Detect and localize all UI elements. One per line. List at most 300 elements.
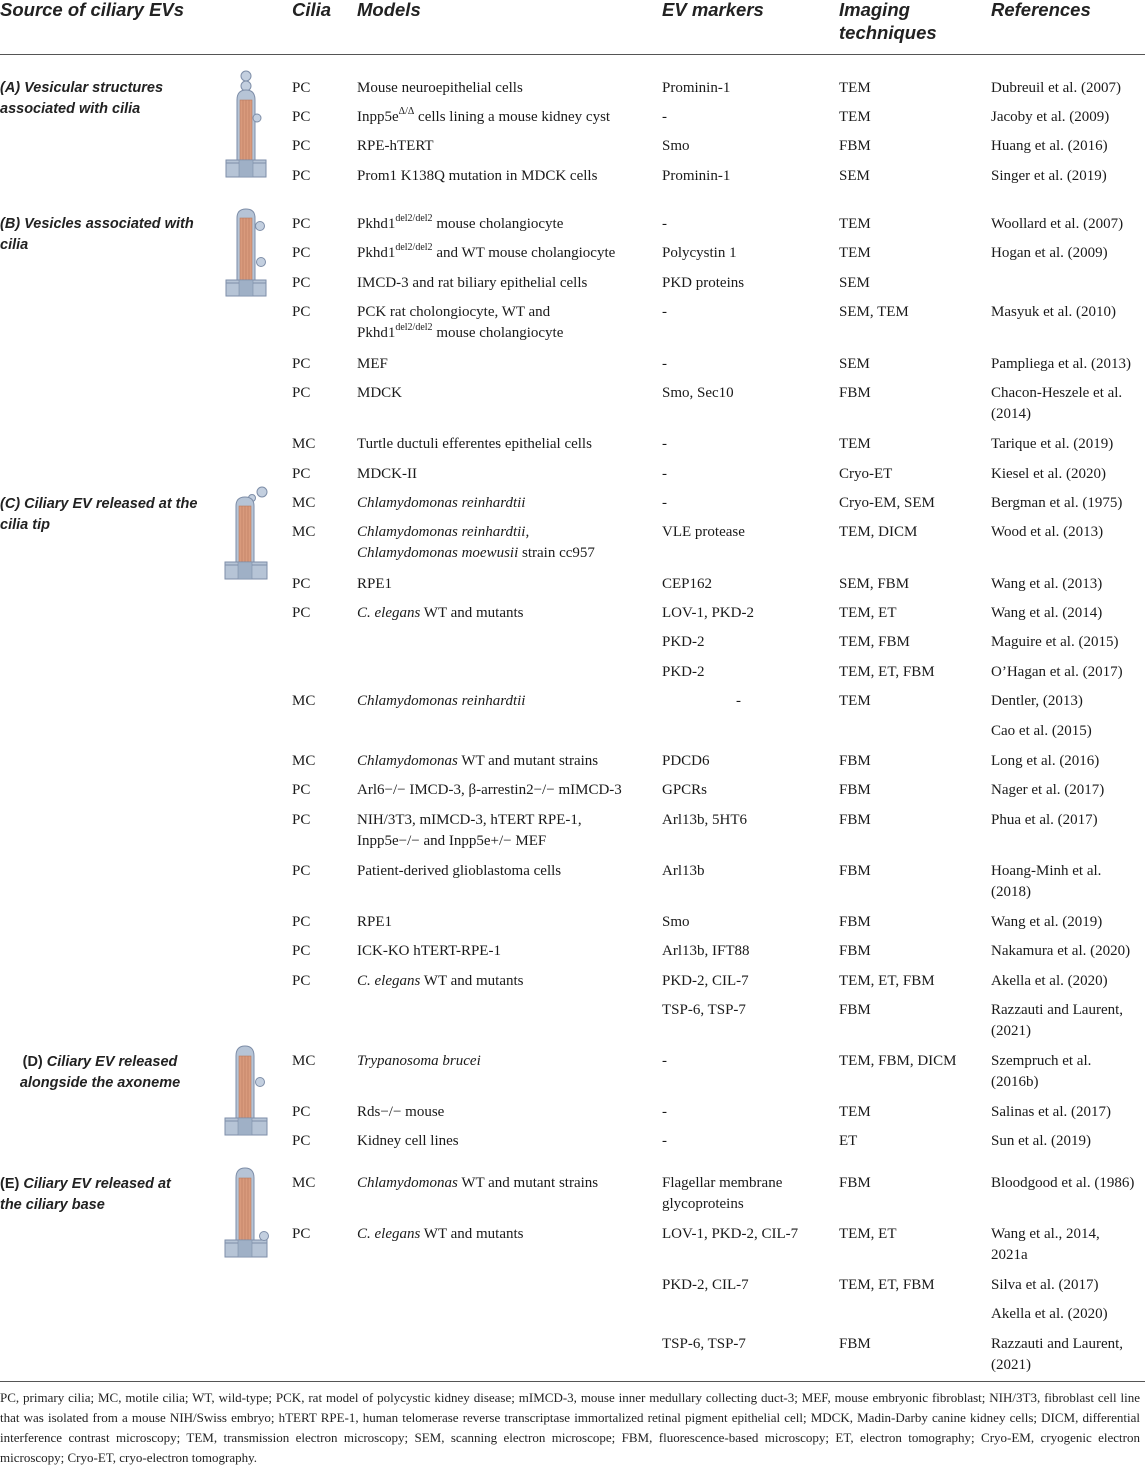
cilia-cell bbox=[292, 302, 310, 323]
footer-rule bbox=[0, 1381, 1145, 1382]
marker-value: Polycystin 1 bbox=[662, 245, 737, 261]
model-text: RPE-hTERT bbox=[357, 138, 434, 154]
reference-value: Razzauti and Laurent, bbox=[991, 1002, 1124, 1018]
reference-value: Bloodgood et al. (1986) bbox=[991, 1175, 1135, 1191]
marker-cell bbox=[662, 302, 667, 323]
marker-value: Smo bbox=[662, 914, 690, 930]
marker-cell bbox=[662, 1051, 667, 1072]
model-cell bbox=[357, 136, 434, 157]
cilia-value: PC bbox=[292, 782, 311, 798]
imaging-value: TEM bbox=[839, 80, 871, 96]
imaging-value: FBM bbox=[839, 753, 871, 769]
marker-value: PKD proteins bbox=[662, 275, 745, 291]
imaging-value: SEM bbox=[839, 356, 870, 372]
marker-value: PKD-2 bbox=[662, 634, 705, 650]
model-cell bbox=[357, 78, 523, 99]
imaging-cell bbox=[839, 464, 892, 485]
reference-value: Kiesel et al. (2020) bbox=[991, 466, 1106, 482]
imaging-value: SEM, FBM bbox=[839, 576, 910, 592]
cilia-value: PC bbox=[292, 1104, 311, 1120]
model-text: NIH/3T3, mIMCD-3, hTERT RPE-1, bbox=[357, 812, 582, 828]
model-cell bbox=[357, 493, 525, 514]
marker-cell bbox=[662, 1334, 746, 1355]
reference-value: Jacoby et al. (2009) bbox=[991, 109, 1110, 125]
cilia-value: PC bbox=[292, 275, 311, 291]
marker-value: - bbox=[662, 356, 667, 372]
reference-value: Sun et al. (2019) bbox=[991, 1133, 1091, 1149]
cilia-value: MC bbox=[292, 524, 316, 540]
reference-cell bbox=[991, 721, 1092, 742]
model-text: Chlamydomonas reinhardtii, bbox=[357, 524, 530, 540]
cilia-cell bbox=[292, 522, 315, 543]
model-cell bbox=[357, 464, 417, 485]
reference-cell bbox=[991, 243, 1108, 264]
model-text: strain cc957 bbox=[518, 545, 595, 561]
cilia-value: PC bbox=[292, 973, 311, 989]
cilium-base-ev-icon bbox=[224, 1164, 272, 1260]
cilia-value: MC bbox=[292, 753, 316, 769]
header-cilia: Cilia bbox=[292, 0, 332, 20]
cilia-value: PC bbox=[292, 943, 311, 959]
cilia-value: PC bbox=[292, 812, 311, 828]
reference-value: Cao et al. (2015) bbox=[991, 723, 1092, 739]
marker-value: - bbox=[662, 1053, 667, 1069]
imaging-value: TEM, FBM, DICM bbox=[839, 1053, 957, 1069]
marker-cell bbox=[662, 751, 710, 772]
reference-cell bbox=[991, 1304, 1108, 1325]
imaging-cell bbox=[839, 302, 909, 323]
imaging-cell bbox=[839, 166, 870, 187]
marker-cell bbox=[662, 912, 690, 933]
reference-cell bbox=[991, 166, 1107, 187]
model-cell bbox=[357, 941, 501, 962]
cilia-value: PC bbox=[292, 466, 311, 482]
cilia-cell bbox=[292, 691, 315, 712]
model-cell bbox=[357, 780, 622, 801]
imaging-value: TEM, ET bbox=[839, 1226, 897, 1242]
model-text: MDCK bbox=[357, 385, 403, 401]
cilium-tip-ev-icon bbox=[224, 486, 272, 582]
reference-value: Bergman et al. (1975) bbox=[991, 495, 1123, 511]
imaging-value: TEM, ET, FBM bbox=[839, 1277, 935, 1293]
model-cell bbox=[357, 1102, 444, 1123]
imaging-value: ET bbox=[839, 1133, 858, 1149]
reference-value: Hoang-Minh et al. bbox=[991, 863, 1102, 879]
cilia-cell bbox=[292, 243, 310, 264]
model-text: PCK rat cholongiocyte, WT and bbox=[357, 304, 551, 320]
marker-cell bbox=[662, 136, 690, 157]
imaging-cell bbox=[839, 861, 871, 882]
reference-cell bbox=[991, 434, 1113, 455]
imaging-cell bbox=[839, 603, 897, 624]
model-text: mouse cholangiocyte bbox=[432, 325, 564, 341]
marker-value: Flagellar membrane bbox=[662, 1175, 783, 1191]
cilia-value: PC bbox=[292, 1226, 311, 1242]
marker-cell bbox=[662, 1224, 798, 1245]
cilia-value: PC bbox=[292, 245, 311, 261]
marker-cell bbox=[662, 214, 667, 235]
model-superscript: del2/del2 bbox=[395, 322, 433, 333]
model-cell bbox=[357, 971, 524, 992]
cilium-vesicles-icon bbox=[224, 206, 270, 298]
imaging-value: FBM bbox=[839, 385, 871, 401]
model-text: Trypanosoma brucei bbox=[357, 1053, 481, 1069]
imaging-cell bbox=[839, 78, 871, 99]
marker-cell bbox=[662, 632, 705, 653]
marker-value: - bbox=[662, 109, 667, 125]
marker-cell bbox=[662, 861, 705, 882]
imaging-cell bbox=[839, 522, 917, 543]
model-cell bbox=[357, 1131, 459, 1152]
marker-value: - bbox=[662, 466, 667, 482]
reference-cell bbox=[991, 662, 1123, 683]
model-cell bbox=[357, 1173, 598, 1194]
reference-cell bbox=[991, 632, 1118, 653]
marker-value: - bbox=[662, 1133, 667, 1149]
reference-value: Chacon-Heszele et al. bbox=[991, 385, 1123, 401]
cilium-axoneme-ev-icon bbox=[224, 1042, 272, 1138]
imaging-value: SEM bbox=[839, 275, 870, 291]
imaging-cell bbox=[839, 751, 871, 772]
marker-value: PDCD6 bbox=[662, 753, 710, 769]
model-cell bbox=[357, 751, 598, 772]
reference-cell bbox=[991, 691, 1083, 712]
section-label-a: (A) Vesicular structures associated with cilia bbox=[0, 80, 164, 117]
reference-value: Razzauti and Laurent, bbox=[991, 1336, 1124, 1352]
marker-cell bbox=[662, 243, 737, 264]
model-cell bbox=[357, 166, 597, 187]
reference-value: Maguire et al. (2015) bbox=[991, 634, 1119, 650]
model-text: WT and mutants bbox=[420, 1226, 524, 1242]
imaging-cell bbox=[839, 810, 871, 831]
cilia-value: PC bbox=[292, 109, 311, 125]
model-text: WT and mutant strains bbox=[457, 753, 599, 769]
reference-value: Long et al. (2016) bbox=[991, 753, 1100, 769]
marker-cell bbox=[662, 1275, 749, 1296]
marker-cell bbox=[662, 941, 750, 962]
imaging-value: TEM bbox=[839, 216, 871, 232]
imaging-cell bbox=[839, 136, 871, 157]
imaging-value: FBM bbox=[839, 812, 871, 828]
marker-value: - bbox=[662, 436, 667, 452]
imaging-value: Cryo-EM, SEM bbox=[839, 495, 935, 511]
marker-value: LOV-1, PKD-2, CIL-7 bbox=[662, 1226, 799, 1242]
model-cell bbox=[357, 691, 525, 712]
imaging-cell bbox=[839, 971, 935, 992]
reference-cell bbox=[991, 1131, 1091, 1152]
model-cell bbox=[357, 574, 392, 595]
header-source: Source of ciliary EVs bbox=[0, 0, 185, 20]
reference-cell bbox=[991, 1102, 1111, 1123]
imaging-cell bbox=[839, 1173, 871, 1194]
model-text: IMCD-3 and rat biliary epithelial cells bbox=[357, 275, 588, 291]
reference-cell bbox=[991, 1000, 1123, 1042]
model-text: cells lining a mouse kidney cyst bbox=[414, 109, 611, 125]
marker-value: Prominin-1 bbox=[662, 80, 731, 96]
marker-cell bbox=[662, 662, 705, 683]
model-text: ICK-KO hTERT-RPE-1 bbox=[357, 943, 501, 959]
marker-value: CEP162 bbox=[662, 576, 713, 592]
marker-value: PKD-2, CIL-7 bbox=[662, 1277, 749, 1293]
imaging-cell bbox=[839, 214, 871, 235]
reference-cell bbox=[991, 971, 1108, 992]
marker-cell bbox=[662, 166, 730, 187]
reference-cell bbox=[991, 464, 1106, 485]
reference-value: Tarique et al. (2019) bbox=[991, 436, 1114, 452]
cilia-cell bbox=[292, 383, 310, 404]
model-text: Patient-derived glioblastoma cells bbox=[357, 863, 562, 879]
marker-value: Smo, Sec10 bbox=[662, 385, 734, 401]
imaging-cell bbox=[839, 574, 909, 595]
reference-value: Phua et al. (2017) bbox=[991, 812, 1098, 828]
model-species: C. elegans bbox=[357, 1226, 421, 1242]
marker-cell bbox=[662, 107, 667, 128]
reference-value: (2018) bbox=[991, 884, 1031, 900]
cilia-value: PC bbox=[292, 138, 311, 154]
reference-cell bbox=[991, 810, 1098, 831]
imaging-cell bbox=[839, 434, 871, 455]
marker-cell bbox=[662, 1102, 667, 1123]
reference-cell bbox=[991, 603, 1102, 624]
model-species: Chlamydomonas bbox=[357, 1175, 458, 1191]
cilia-cell bbox=[292, 434, 315, 455]
reference-value: Dentler, (2013) bbox=[991, 693, 1083, 709]
cilia-value: PC bbox=[292, 216, 311, 232]
cilia-cell bbox=[292, 603, 310, 624]
cilia-cell bbox=[292, 912, 310, 933]
model-text: MDCK-II bbox=[357, 466, 417, 482]
imaging-cell bbox=[839, 1102, 871, 1123]
reference-value: 2021a bbox=[991, 1247, 1028, 1263]
model-cell bbox=[357, 1051, 481, 1072]
model-text: Inpp5e bbox=[357, 109, 399, 125]
imaging-value: TEM bbox=[839, 109, 871, 125]
model-cell bbox=[357, 107, 610, 128]
model-text: Inpp5e−/− and Inpp5e+/− MEF bbox=[357, 833, 547, 849]
imaging-value: FBM bbox=[839, 1336, 871, 1352]
reference-cell bbox=[991, 912, 1102, 933]
imaging-cell bbox=[839, 273, 870, 294]
model-cell bbox=[357, 273, 587, 294]
imaging-cell bbox=[839, 941, 871, 962]
reference-cell bbox=[991, 751, 1099, 772]
cilia-cell bbox=[292, 493, 315, 514]
model-text: WT and mutants bbox=[420, 973, 524, 989]
reference-value: Akella et al. (2020) bbox=[991, 1306, 1108, 1322]
cilia-cell bbox=[292, 1224, 310, 1245]
cilia-cell bbox=[292, 1051, 315, 1072]
reference-value: Woollard et al. (2007) bbox=[991, 216, 1124, 232]
imaging-value: TEM, ET, FBM bbox=[839, 973, 935, 989]
cilia-value: PC bbox=[292, 168, 311, 184]
cilia-cell bbox=[292, 107, 310, 128]
reference-cell bbox=[991, 136, 1108, 157]
model-cell bbox=[357, 214, 563, 235]
header-references: References bbox=[991, 0, 1091, 20]
imaging-value: FBM bbox=[839, 138, 871, 154]
model-cell bbox=[357, 912, 392, 933]
imaging-value: TEM bbox=[839, 693, 871, 709]
marker-cell bbox=[662, 1131, 667, 1152]
imaging-value: FBM bbox=[839, 1002, 871, 1018]
reference-cell bbox=[991, 780, 1104, 801]
model-cell bbox=[357, 302, 563, 344]
model-cell bbox=[357, 354, 388, 375]
reference-value: Pampliega et al. (2013) bbox=[991, 356, 1131, 372]
model-text: Mouse neuroepithelial cells bbox=[357, 80, 523, 96]
marker-value: GPCRs bbox=[662, 782, 708, 798]
model-cell bbox=[357, 243, 615, 264]
reference-value: Wang et al. (2014) bbox=[991, 605, 1103, 621]
cilia-value: PC bbox=[292, 1133, 311, 1149]
model-text: MEF bbox=[357, 356, 388, 372]
reference-value: Masyuk et al. (2010) bbox=[991, 304, 1116, 320]
reference-value: Szempruch et al. bbox=[991, 1053, 1092, 1069]
model-text: Turtle ductuli efferentes epithelial cells bbox=[357, 436, 592, 452]
model-cell bbox=[357, 603, 524, 624]
reference-value: (2021) bbox=[991, 1357, 1031, 1373]
reference-cell bbox=[991, 1173, 1134, 1194]
imaging-value: TEM, ET bbox=[839, 605, 897, 621]
marker-cell bbox=[736, 691, 741, 712]
cilia-value: PC bbox=[292, 385, 311, 401]
marker-cell bbox=[662, 603, 754, 624]
model-text: Chlamydomonas reinhardtii bbox=[357, 495, 526, 511]
imaging-value: TEM bbox=[839, 245, 871, 261]
reference-cell bbox=[991, 354, 1131, 375]
section-label-c: (C) Ciliary EV released at the cilia tip bbox=[0, 496, 198, 533]
imaging-cell bbox=[839, 632, 910, 653]
model-text: mouse cholangiocyte bbox=[432, 216, 564, 232]
imaging-value: FBM bbox=[839, 1175, 871, 1191]
marker-value: Prominin-1 bbox=[662, 168, 731, 184]
reference-value: Nager et al. (2017) bbox=[991, 782, 1105, 798]
imaging-cell bbox=[839, 662, 935, 683]
marker-value: PKD-2, CIL-7 bbox=[662, 973, 749, 989]
imaging-cell bbox=[839, 243, 871, 264]
model-text: WT and mutants bbox=[420, 605, 524, 621]
model-text: Prom1 K138Q mutation in MDCK cells bbox=[357, 168, 598, 184]
imaging-cell bbox=[839, 912, 871, 933]
imaging-value: TEM, FBM bbox=[839, 634, 910, 650]
reference-value: Hogan et al. (2009) bbox=[991, 245, 1108, 261]
cilia-cell bbox=[292, 78, 310, 99]
marker-cell bbox=[662, 493, 667, 514]
model-cell bbox=[357, 383, 402, 404]
imaging-value: TEM, DICM bbox=[839, 524, 918, 540]
cilia-cell bbox=[292, 1173, 315, 1194]
cilia-cell bbox=[292, 166, 310, 187]
reference-value: Wang et al. (2013) bbox=[991, 576, 1103, 592]
marker-cell bbox=[662, 273, 744, 294]
marker-cell bbox=[662, 971, 749, 992]
model-text: Pkhd1 bbox=[357, 325, 396, 341]
model-text: Chlamydomonas moewusii bbox=[357, 545, 519, 561]
cilia-value: PC bbox=[292, 304, 311, 320]
cilia-value: MC bbox=[292, 1175, 316, 1191]
imaging-value: SEM bbox=[839, 168, 870, 184]
imaging-cell bbox=[839, 1275, 935, 1296]
imaging-cell bbox=[839, 691, 871, 712]
reference-cell bbox=[991, 1224, 1100, 1266]
table-footnote: PC, primary cilia; MC, motile cilia; WT, wild-type; PCK, rat model of polycystic kidney disease; mIMCD-3, mouse inner medullary collecting duct-3; MEF, mouse embryonic fibroblast; NIH/3T3, fibroblast cell line that was isolated from a mouse NIH/Swiss embryo; hTERT RPE-1, human telomerase reverse transcriptase immortalized retinal pigment epithelial cell; MDCK, Madin-Darby canine kidney cells; DICM, differential interference contrast microscopy; TEM, transmission electron microscopy; SEM, scanning electron microscope; FBM, fluorescence-based microscopy; ET, electron tomography; Cryo-EM, cryogenic electron microscopy; Cryo-ET, cryo-electron tomography. bbox=[0, 1390, 1140, 1465]
marker-cell bbox=[662, 78, 730, 99]
cilia-cell bbox=[292, 810, 310, 831]
marker-value: - bbox=[662, 1104, 667, 1120]
header-imaging: Imaging techniques bbox=[839, 0, 937, 43]
cilia-value: PC bbox=[292, 914, 311, 930]
reference-value: O’Hagan et al. (2017) bbox=[991, 664, 1123, 680]
imaging-value: FBM bbox=[839, 943, 871, 959]
reference-value: Nakamura et al. (2020) bbox=[991, 943, 1131, 959]
imaging-value: FBM bbox=[839, 863, 871, 879]
cilia-value: PC bbox=[292, 80, 311, 96]
reference-value: (2016b) bbox=[991, 1074, 1039, 1090]
marker-value: TSP-6, TSP-7 bbox=[662, 1336, 746, 1352]
model-text: RPE1 bbox=[357, 576, 393, 592]
marker-cell bbox=[662, 574, 712, 595]
imaging-value: TEM bbox=[839, 1104, 871, 1120]
table-header bbox=[0, 0, 1145, 52]
marker-cell bbox=[662, 1000, 746, 1021]
model-species: C. elegans bbox=[357, 973, 421, 989]
imaging-value: FBM bbox=[839, 782, 871, 798]
reference-cell bbox=[991, 941, 1130, 962]
marker-cell bbox=[662, 354, 667, 375]
reference-cell bbox=[991, 1334, 1123, 1376]
model-superscript: del2/del2 bbox=[395, 242, 433, 253]
cilia-value: PC bbox=[292, 356, 311, 372]
reference-value: Wang et al. (2019) bbox=[991, 914, 1103, 930]
reference-cell bbox=[991, 1275, 1098, 1296]
reference-cell bbox=[991, 78, 1121, 99]
reference-value: Singer et al. (2019) bbox=[991, 168, 1107, 184]
imaging-cell bbox=[839, 354, 870, 375]
marker-cell bbox=[662, 383, 734, 404]
model-text: Kidney cell lines bbox=[357, 1133, 459, 1149]
marker-cell bbox=[662, 434, 667, 455]
marker-value: - bbox=[662, 495, 667, 511]
section-label-e: (E) Ciliary EV released at the ciliary base bbox=[0, 1176, 171, 1213]
cilia-cell bbox=[292, 780, 310, 801]
model-text: WT and mutant strains bbox=[457, 1175, 599, 1191]
reference-value: (2014) bbox=[991, 406, 1031, 422]
imaging-cell bbox=[839, 1051, 957, 1072]
reference-value: Huang et al. (2016) bbox=[991, 138, 1108, 154]
cilia-cell bbox=[292, 273, 310, 294]
model-text: and WT mouse cholangiocyte bbox=[432, 245, 616, 261]
marker-value: Smo bbox=[662, 138, 690, 154]
reference-value: Wood et al. (2013) bbox=[991, 524, 1104, 540]
cilia-value: MC bbox=[292, 495, 316, 511]
cilia-value: PC bbox=[292, 576, 311, 592]
model-cell bbox=[357, 434, 592, 455]
cilium-vesicle-icon bbox=[224, 68, 270, 180]
cilia-cell bbox=[292, 574, 310, 595]
cilia-cell bbox=[292, 1131, 310, 1152]
reference-value: Dubreuil et al. (2007) bbox=[991, 80, 1121, 96]
reference-cell bbox=[991, 383, 1122, 425]
model-species: C. elegans bbox=[357, 605, 421, 621]
cilia-cell bbox=[292, 751, 315, 772]
imaging-cell bbox=[839, 107, 871, 128]
cilia-cell bbox=[292, 214, 310, 235]
reference-value: Wang et al., 2014, bbox=[991, 1226, 1100, 1242]
header-rule bbox=[0, 54, 1145, 55]
model-cell bbox=[357, 861, 561, 882]
reference-cell bbox=[991, 107, 1109, 128]
marker-value: - bbox=[662, 304, 667, 320]
